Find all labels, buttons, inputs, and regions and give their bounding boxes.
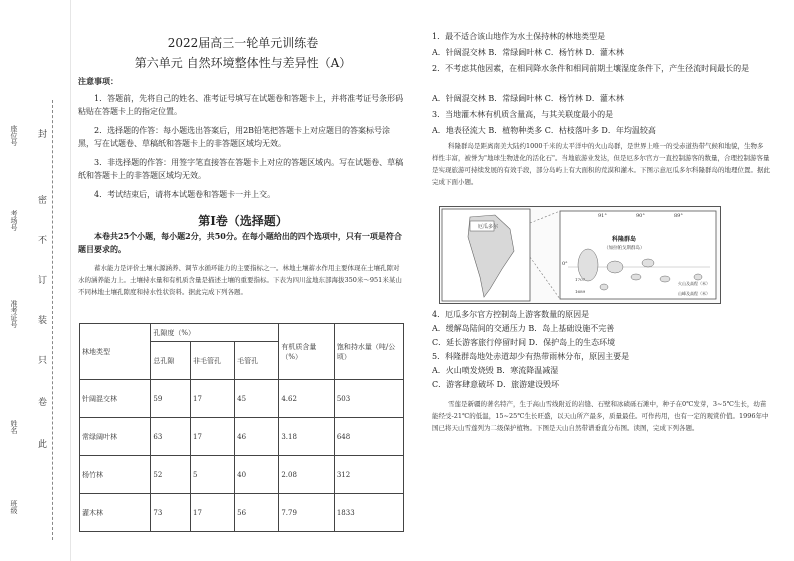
reading-passage-2: 科隆群岛是距离南美大陆约1000千米的太平洋中的火山岛群，是世界上唯一的受赤道热带气候和地貌，生物多样性丰富，被誉为"地球生物进化的活化石"。当地旅游业发达，但是厄多尔官方一直控制游客的数量，合理控制游客量是实现旅游可持续发展的有效手段，部分岛屿上有大面积的荒漠和灌木。下图示意厄瓜多尔科隆群岛的地理位置。据此完成下面小题。	[432, 142, 770, 186]
table-cell: 5	[191, 456, 235, 494]
peak-label: 1689	[575, 289, 586, 294]
island-group-label: 科隆群岛	[612, 236, 637, 243]
exam-room-field: 考场号	[10, 210, 18, 231]
table-row	[80, 494, 404, 532]
soil-porosity-table	[79, 323, 404, 532]
latitude-label: 0°	[562, 261, 568, 267]
binding-char: 订	[38, 276, 48, 286]
binding-char: 不	[38, 236, 48, 246]
table-cell: 3.18	[279, 418, 335, 456]
table-header: 饱和持水量（吨/公顷）	[334, 324, 403, 380]
binding-margin	[0, 0, 70, 561]
table-cell: 2.08	[279, 456, 335, 494]
table-row	[80, 418, 404, 456]
binding-edge-line	[70, 0, 71, 561]
table-cell: 7.79	[279, 494, 335, 532]
longitude-label: 89°	[674, 213, 683, 219]
island-group-sublabel: （加拉帕戈斯群岛）	[604, 246, 645, 251]
table-row	[80, 380, 404, 418]
table-cell: 杨竹林	[80, 456, 151, 494]
table-cell: 常绿阔叶林	[80, 418, 151, 456]
table-cell: 73	[151, 494, 191, 532]
table-cell: 59	[151, 380, 191, 418]
question-1-options: A．针阔混交林 B．常绿阔叶林 C．杨竹林 D．灌木林	[432, 48, 624, 57]
left-column	[78, 0, 408, 561]
table-header: 毛管孔	[235, 342, 279, 380]
longitude-label: 90°	[636, 213, 645, 219]
section-title: 第Ⅰ卷（选择题）	[198, 214, 288, 228]
seat-number-field: 座位号	[10, 125, 18, 146]
question-2: 2．不考虑其他因素，在相同降水条件和相同前期土壤湿度条件下，产生径流时间最长的是	[432, 64, 750, 73]
table-cell: 46	[235, 418, 279, 456]
legend-peak: 山峰及高程（米）	[678, 291, 710, 296]
section-instruction: 本卷共25个小题，每小题2分，共50分。在每小题给出的四个选项中，只有一项是符合题目要求的。	[78, 231, 402, 254]
table-header: 有机质含量（%）	[279, 324, 335, 380]
table-cell: 4.62	[279, 380, 335, 418]
admission-number-field: 准考证号	[10, 300, 18, 328]
table-cell: 灌木林	[80, 494, 151, 532]
longitude-label: 91°	[598, 213, 607, 219]
peak-label: 1707	[575, 277, 586, 282]
notice-item: 3．非选择题的作答：用签字笔直接答在答题卡上对应的答题区域内。写在试题卷、草稿纸和答题卡上的非答题区域均无效。	[78, 158, 404, 180]
question-2-options: A．针阔混交林 B．常绿阔叶林 C．杨竹林 D．灌木林	[432, 94, 624, 103]
table-cell: 648	[334, 418, 403, 456]
notice-item: 1．答题前，先将自己的姓名、准考证号填写在试题卷和答题卡上，并将准考证号条形码粘贴在答题卡上的指定位置。	[78, 94, 404, 116]
galapagos-location-map	[439, 206, 721, 304]
table-cell: 56	[235, 494, 279, 532]
table-cell: 17	[191, 494, 235, 532]
reading-passage: 蓄水能力是评价土壤水源涵养、调节水循环能力的主要指标之一。林地土壤蓄水作用主要体现在土壤孔隙对水的涵养能力上。土壤持水量和有机质含量是描述土壤的重要指标。下表为四川盆地东部海拔350米～951米某山不同林地土壤孔隙度和持水性状资料。据此完成下列各题。	[78, 264, 402, 296]
table-cell: 312	[334, 456, 403, 494]
binding-char: 此	[38, 440, 48, 450]
binding-char: 卷	[38, 398, 48, 408]
question-1: 1．最不适合该山地作为水土保持林的林地类型是	[432, 32, 606, 41]
class-field: 班级	[10, 500, 18, 514]
table-row	[80, 456, 404, 494]
map-graphic	[440, 207, 720, 303]
table-cell: 52	[151, 456, 191, 494]
table-cell: 针阔混交林	[80, 380, 151, 418]
question-4: 4．厄瓜多尔官方控制岛上游客数量的原因是	[432, 310, 590, 319]
right-column	[432, 0, 772, 561]
question-3-options: A．地表径流大 B．植物种类多 C．枯枝落叶多 D．年均温较高	[432, 126, 656, 135]
table-cell: 503	[334, 380, 403, 418]
reading-passage-3: 雪莲是新疆的著名特产，生于高山雪线附近的岩缝、石壁和冰碛砾石滩中，种子在0℃发芽，3~5℃生长，幼苗能经受-21℃的低温，15~25℃生长旺盛，以天山所产最多，质量最佳。可作药用，也有一定的观赏价值。1996年中国已将天山雪莲列为二级保护植物。下图是天山自然带谱垂直分布图。读图，完成下列各题。	[432, 400, 769, 432]
table-header: 总孔隙	[151, 342, 191, 380]
table-header: 孔隙度（%）	[151, 324, 279, 342]
table-cell: 17	[191, 418, 235, 456]
question-5: 5．科隆群岛地处赤道却少有热带雨林分布，原因主要是	[432, 352, 630, 361]
binding-char: 装	[38, 316, 48, 326]
name-field: 姓名	[10, 420, 18, 434]
binding-char: 密	[38, 196, 48, 206]
binding-dashed-line	[52, 100, 53, 540]
table-cell: 40	[235, 456, 279, 494]
table-cell: 1833	[334, 494, 403, 532]
table-cell: 63	[151, 418, 191, 456]
exam-title: 2022届高三一轮单元训练卷	[167, 36, 319, 50]
question-4-options-2: C．延长游客旅行停留时间 D．保护岛上的生态环境	[432, 338, 616, 347]
question-3: 3．当地灌木林有机质含量高，与其关联度最小的是	[432, 110, 614, 119]
legend-volcano: 火山及高程（米）	[678, 281, 710, 286]
notice-item: 2．选择题的作答：每小题选出答案后，用2B铅笔把答题卡上对应题目的答案标号涂黑，写在试题卷、草稿纸和答题卡上的非答题区域均无效。	[78, 126, 391, 148]
unit-title: 第六单元 自然环境整体性与差异性（A）	[134, 56, 352, 70]
notice-item: 4．考试结束后，请将本试题卷和答题卡一并上交。	[94, 190, 276, 199]
binding-char: 封	[38, 130, 48, 140]
binding-char: 只	[38, 356, 48, 366]
question-5-options-2: C．游客肆意破坏 D．旅游建设毁坏	[432, 380, 560, 389]
question-4-options-1: A．缓解岛陆间的交通压力 B．岛上基础设施不完善	[432, 324, 615, 333]
table-cell: 45	[235, 380, 279, 418]
country-label: 厄瓜多尔	[478, 224, 499, 230]
table-header: 林地类型	[80, 324, 151, 380]
notice-heading: 注意事项：	[78, 76, 118, 86]
table-header: 非毛管孔	[191, 342, 235, 380]
question-5-options-1: A．火山喷发烧毁 B．寒流降温减湿	[432, 366, 559, 375]
table-cell: 17	[191, 380, 235, 418]
